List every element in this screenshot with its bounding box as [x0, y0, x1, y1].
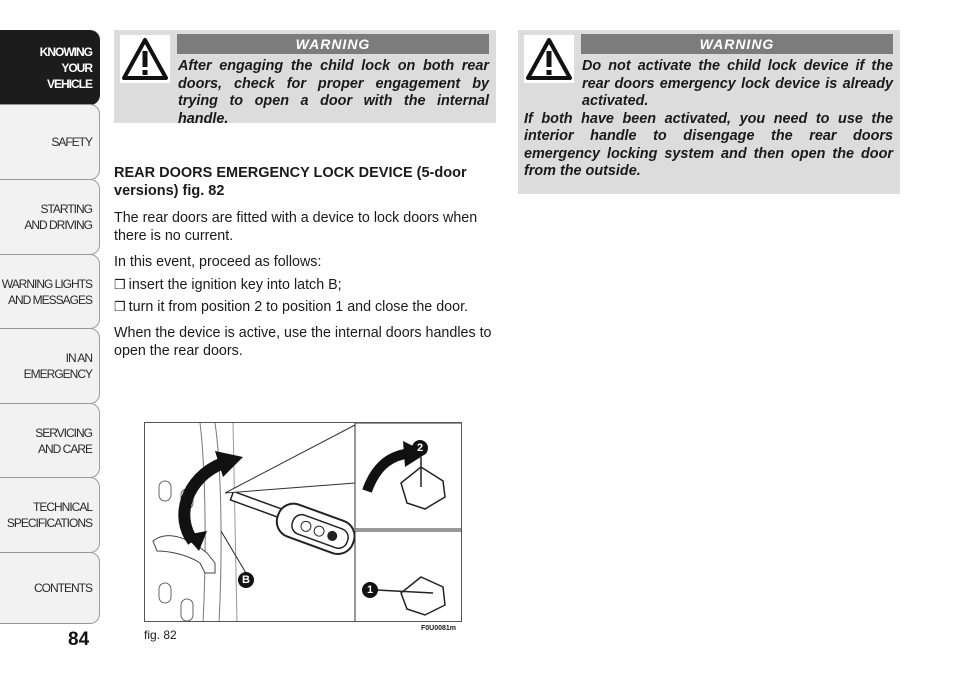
figure-label-b: B [238, 572, 254, 588]
section-heading: REAR DOORS EMERGENCY LOCK DEVICE (5-door versions) fig. 82 [114, 165, 467, 199]
figure-caption: fig. 82 [144, 628, 177, 642]
paragraph-proceed: In this event, proceed as follows: [114, 254, 322, 270]
bullet-item: ❒ turn it from position 2 to position 1 and close the door. [114, 299, 469, 315]
tab-contents[interactable]: CONTENTS [0, 552, 100, 624]
figure-label-1: 1 [362, 582, 378, 598]
paragraph-active: When the device is active, use the internal doors handles to open the rear doors. [114, 325, 492, 359]
warning-text: After engaging the child lock on both rear doors, check for proper engagement by trying to open a door with the internal handle. [178, 58, 489, 127]
tab-knowing-your-vehicle[interactable]: KNOWING YOUR VEHICLE [0, 30, 100, 105]
warning-box-left [114, 30, 496, 127]
tab-technical-specifications[interactable]: TECHNICAL SPECIFICATIONS [0, 477, 100, 553]
figure-82 [144, 422, 462, 622]
figure-label-2: 2 [412, 440, 428, 456]
checkbox-bullet-icon: ❒ [114, 299, 126, 314]
tab-safety[interactable]: SAFETY [0, 104, 100, 180]
tab-starting-and-driving[interactable]: STARTING AND DRIVING [0, 179, 100, 255]
tab-in-an-emergency[interactable]: IN AN EMERGENCY [0, 328, 100, 404]
figure-code: F0U0081m [421, 625, 457, 632]
page-number: 84 [68, 629, 90, 650]
tab-warning-lights[interactable]: WARNING LIGHTS AND MESSAGES [0, 254, 100, 329]
paragraph-intro: The rear doors are fitted with a device to lock doors when there is no current. [114, 210, 478, 244]
warning-title: WARNING [581, 34, 893, 54]
warning-title: WARNING [177, 34, 489, 54]
tab-servicing-and-care[interactable]: SERVICING AND CARE [0, 403, 100, 478]
warning-text: Do not activate the child lock device if the rear doors emergency lock device is already activated. If both have been activated, you need to use the interior handle to disengage the rear doors emergency locking system and then open the door from the outside. [524, 58, 893, 179]
bullet-item: ❒ insert the ignition key into latch B; [114, 277, 342, 293]
checkbox-bullet-icon: ❒ [114, 277, 126, 292]
warning-box-right [518, 30, 900, 194]
